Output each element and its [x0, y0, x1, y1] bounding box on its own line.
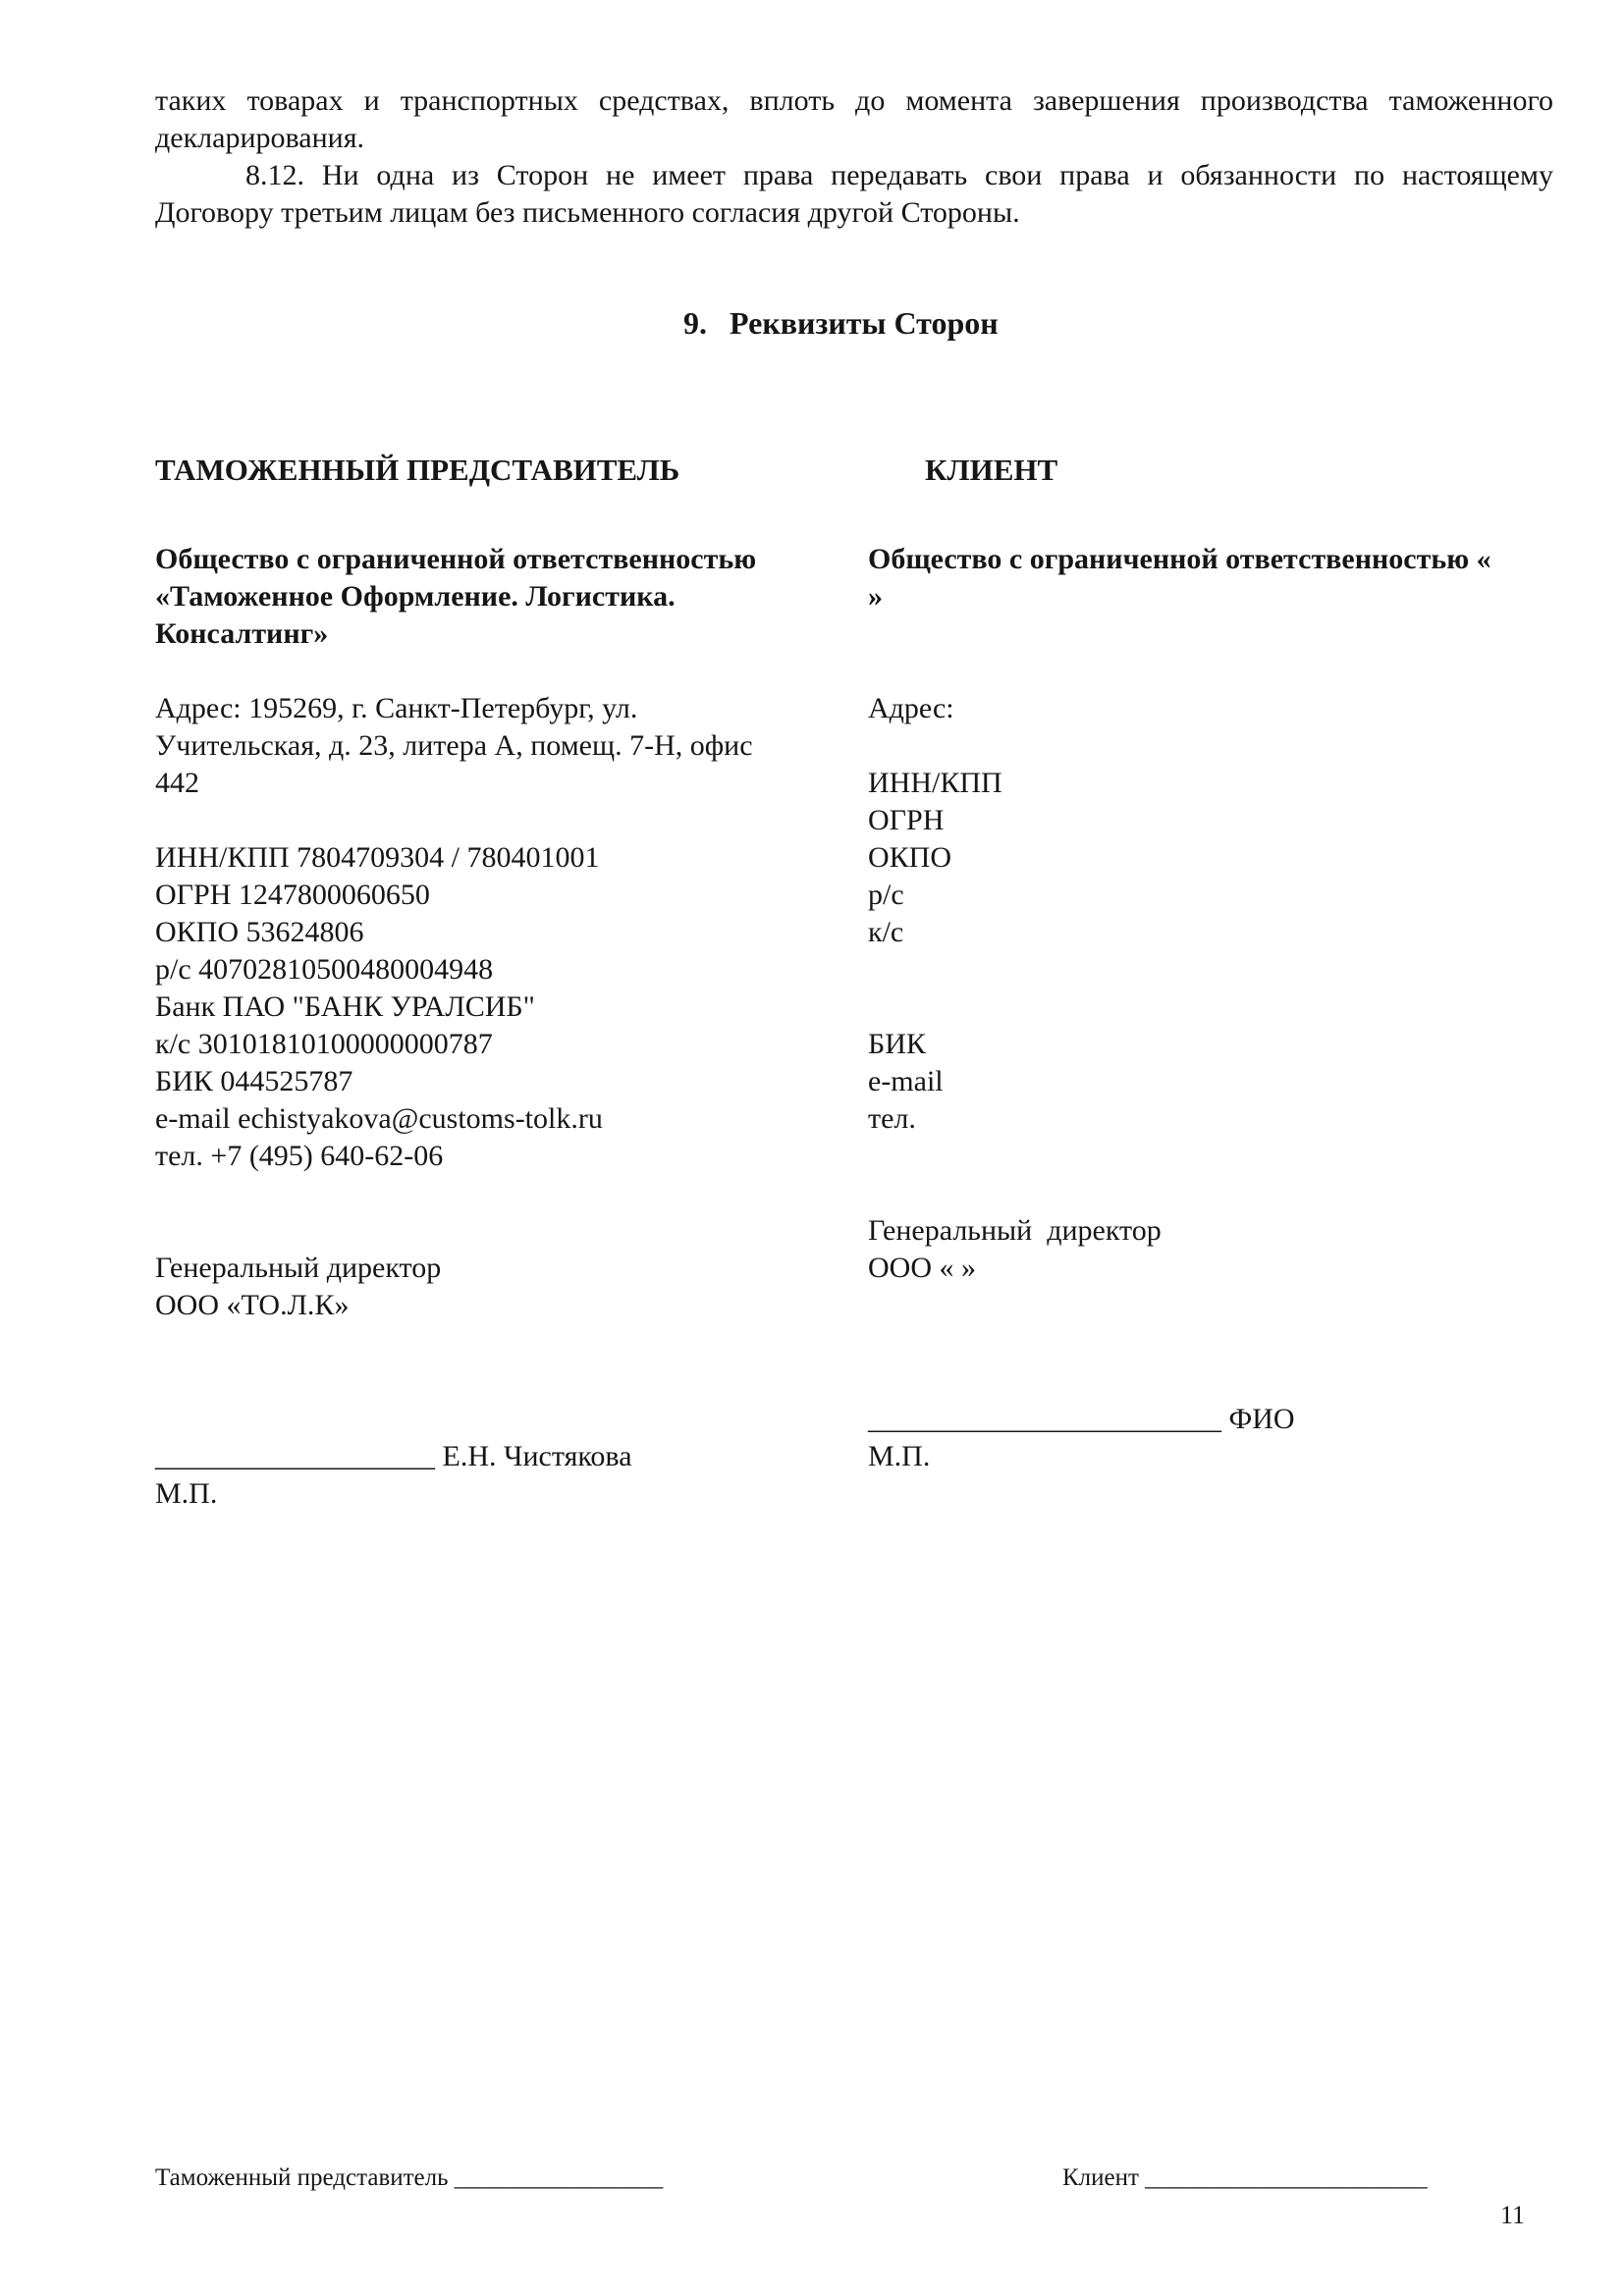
stamp-mark: М.П.	[868, 1440, 931, 1472]
requisite-line: р/с 40702810500480004948	[155, 953, 494, 986]
requisite-line: ОГРН 1247800060650	[155, 879, 430, 911]
paragraph-line: декларирования.	[155, 122, 364, 154]
requisite-line	[868, 727, 1624, 765]
requisite-line: к/с	[868, 916, 904, 948]
client-requisites	[868, 690, 1624, 1138]
client-company-name	[868, 541, 1624, 615]
requisite-line: БИК	[868, 1028, 926, 1060]
representative-company-name	[155, 541, 842, 653]
representative-column-header: ТАМОЖЕННЫЙ ПРЕДСТАВИТЕЛЬ	[155, 453, 680, 487]
page-number: 11	[1500, 2201, 1526, 2229]
requisite-line: ОГРН	[868, 804, 945, 836]
footer-client-signline: Клиент _______________________	[1062, 2164, 1428, 2191]
section-number: 9.	[683, 305, 707, 341]
requisite-line	[155, 802, 842, 839]
stamp-mark: М.П.	[155, 1477, 218, 1510]
requisite-line: ИНН/КПП 7804709304 / 780401001	[155, 841, 600, 874]
requisite-line: БИК 044525787	[155, 1065, 353, 1097]
requisite-line	[868, 988, 1624, 1026]
paragraph-line: 8.12. Ни одна из Сторон не имеет права передавать свои права и обязанности по настоящему	[245, 159, 1553, 191]
requisite-line: Банк ПАО "БАНК УРАЛСИБ"	[155, 990, 535, 1023]
section-heading	[683, 302, 999, 344]
client-signature-block	[868, 1401, 1624, 1475]
director-line: Генеральный директор	[868, 1214, 1162, 1247]
requisite-line: 442	[155, 767, 199, 799]
company-name-line: Консалтинг»	[155, 617, 329, 650]
requisite-line: Адрес: 195269, г. Санкт-Петербург, ул.	[155, 692, 638, 724]
requisite-line: ОКПО 53624806	[155, 916, 364, 948]
company-name-line: Общество с ограниченной ответственностью «	[868, 543, 1491, 575]
representative-requisites	[155, 690, 842, 1175]
client-director-title	[868, 1212, 1624, 1287]
requisite-line: e-mail	[868, 1065, 944, 1097]
requisite-line: ОКПО	[868, 841, 952, 874]
paragraph-line: Договору третьим лицам без письменного согласия другой Стороны.	[155, 196, 1020, 229]
company-name-line: Общество с ограниченной ответственностью	[155, 543, 757, 575]
requisite-line: тел.	[868, 1102, 916, 1135]
requisite-line: тел. +7 (495) 640-62-06	[155, 1140, 444, 1172]
director-line: ООО «ТО.Л.К»	[155, 1289, 350, 1321]
footer-representative-signline: Таможенный представитель _________________	[155, 2164, 664, 2191]
requisite-line: к/с 30101810100000000787	[155, 1028, 493, 1060]
requisite-line: р/с	[868, 879, 904, 911]
representative-director-title	[155, 1250, 842, 1324]
intro-paragraphs	[155, 82, 1553, 232]
requisite-line: Адрес:	[868, 692, 954, 724]
company-name-line: «Таможенное Оформление. Логистика.	[155, 580, 676, 613]
requisite-line: Учительская, д. 23, литера А, помещ. 7-Н, офис	[155, 729, 753, 762]
paragraph-line: таких товарах и транспортных средствах, вплоть до момента завершения производства таможенного	[155, 84, 1553, 117]
company-name-line: »	[868, 580, 883, 613]
representative-signature-block	[155, 1438, 842, 1513]
section-title: Реквизиты Сторон	[730, 305, 999, 341]
signature-line: ________________________ ФИО	[868, 1403, 1295, 1435]
signature-line: ___________________ Е.Н. Чистякова	[155, 1440, 632, 1472]
client-column-header: КЛИЕНТ	[925, 453, 1058, 487]
director-line: Генеральный директор	[155, 1252, 442, 1284]
director-line: ООО « »	[868, 1252, 976, 1284]
requisite-line: e-mail echistyakova@customs-tolk.ru	[155, 1102, 603, 1135]
requisite-line	[868, 951, 1624, 988]
requisite-line: ИНН/КПП	[868, 767, 1002, 799]
